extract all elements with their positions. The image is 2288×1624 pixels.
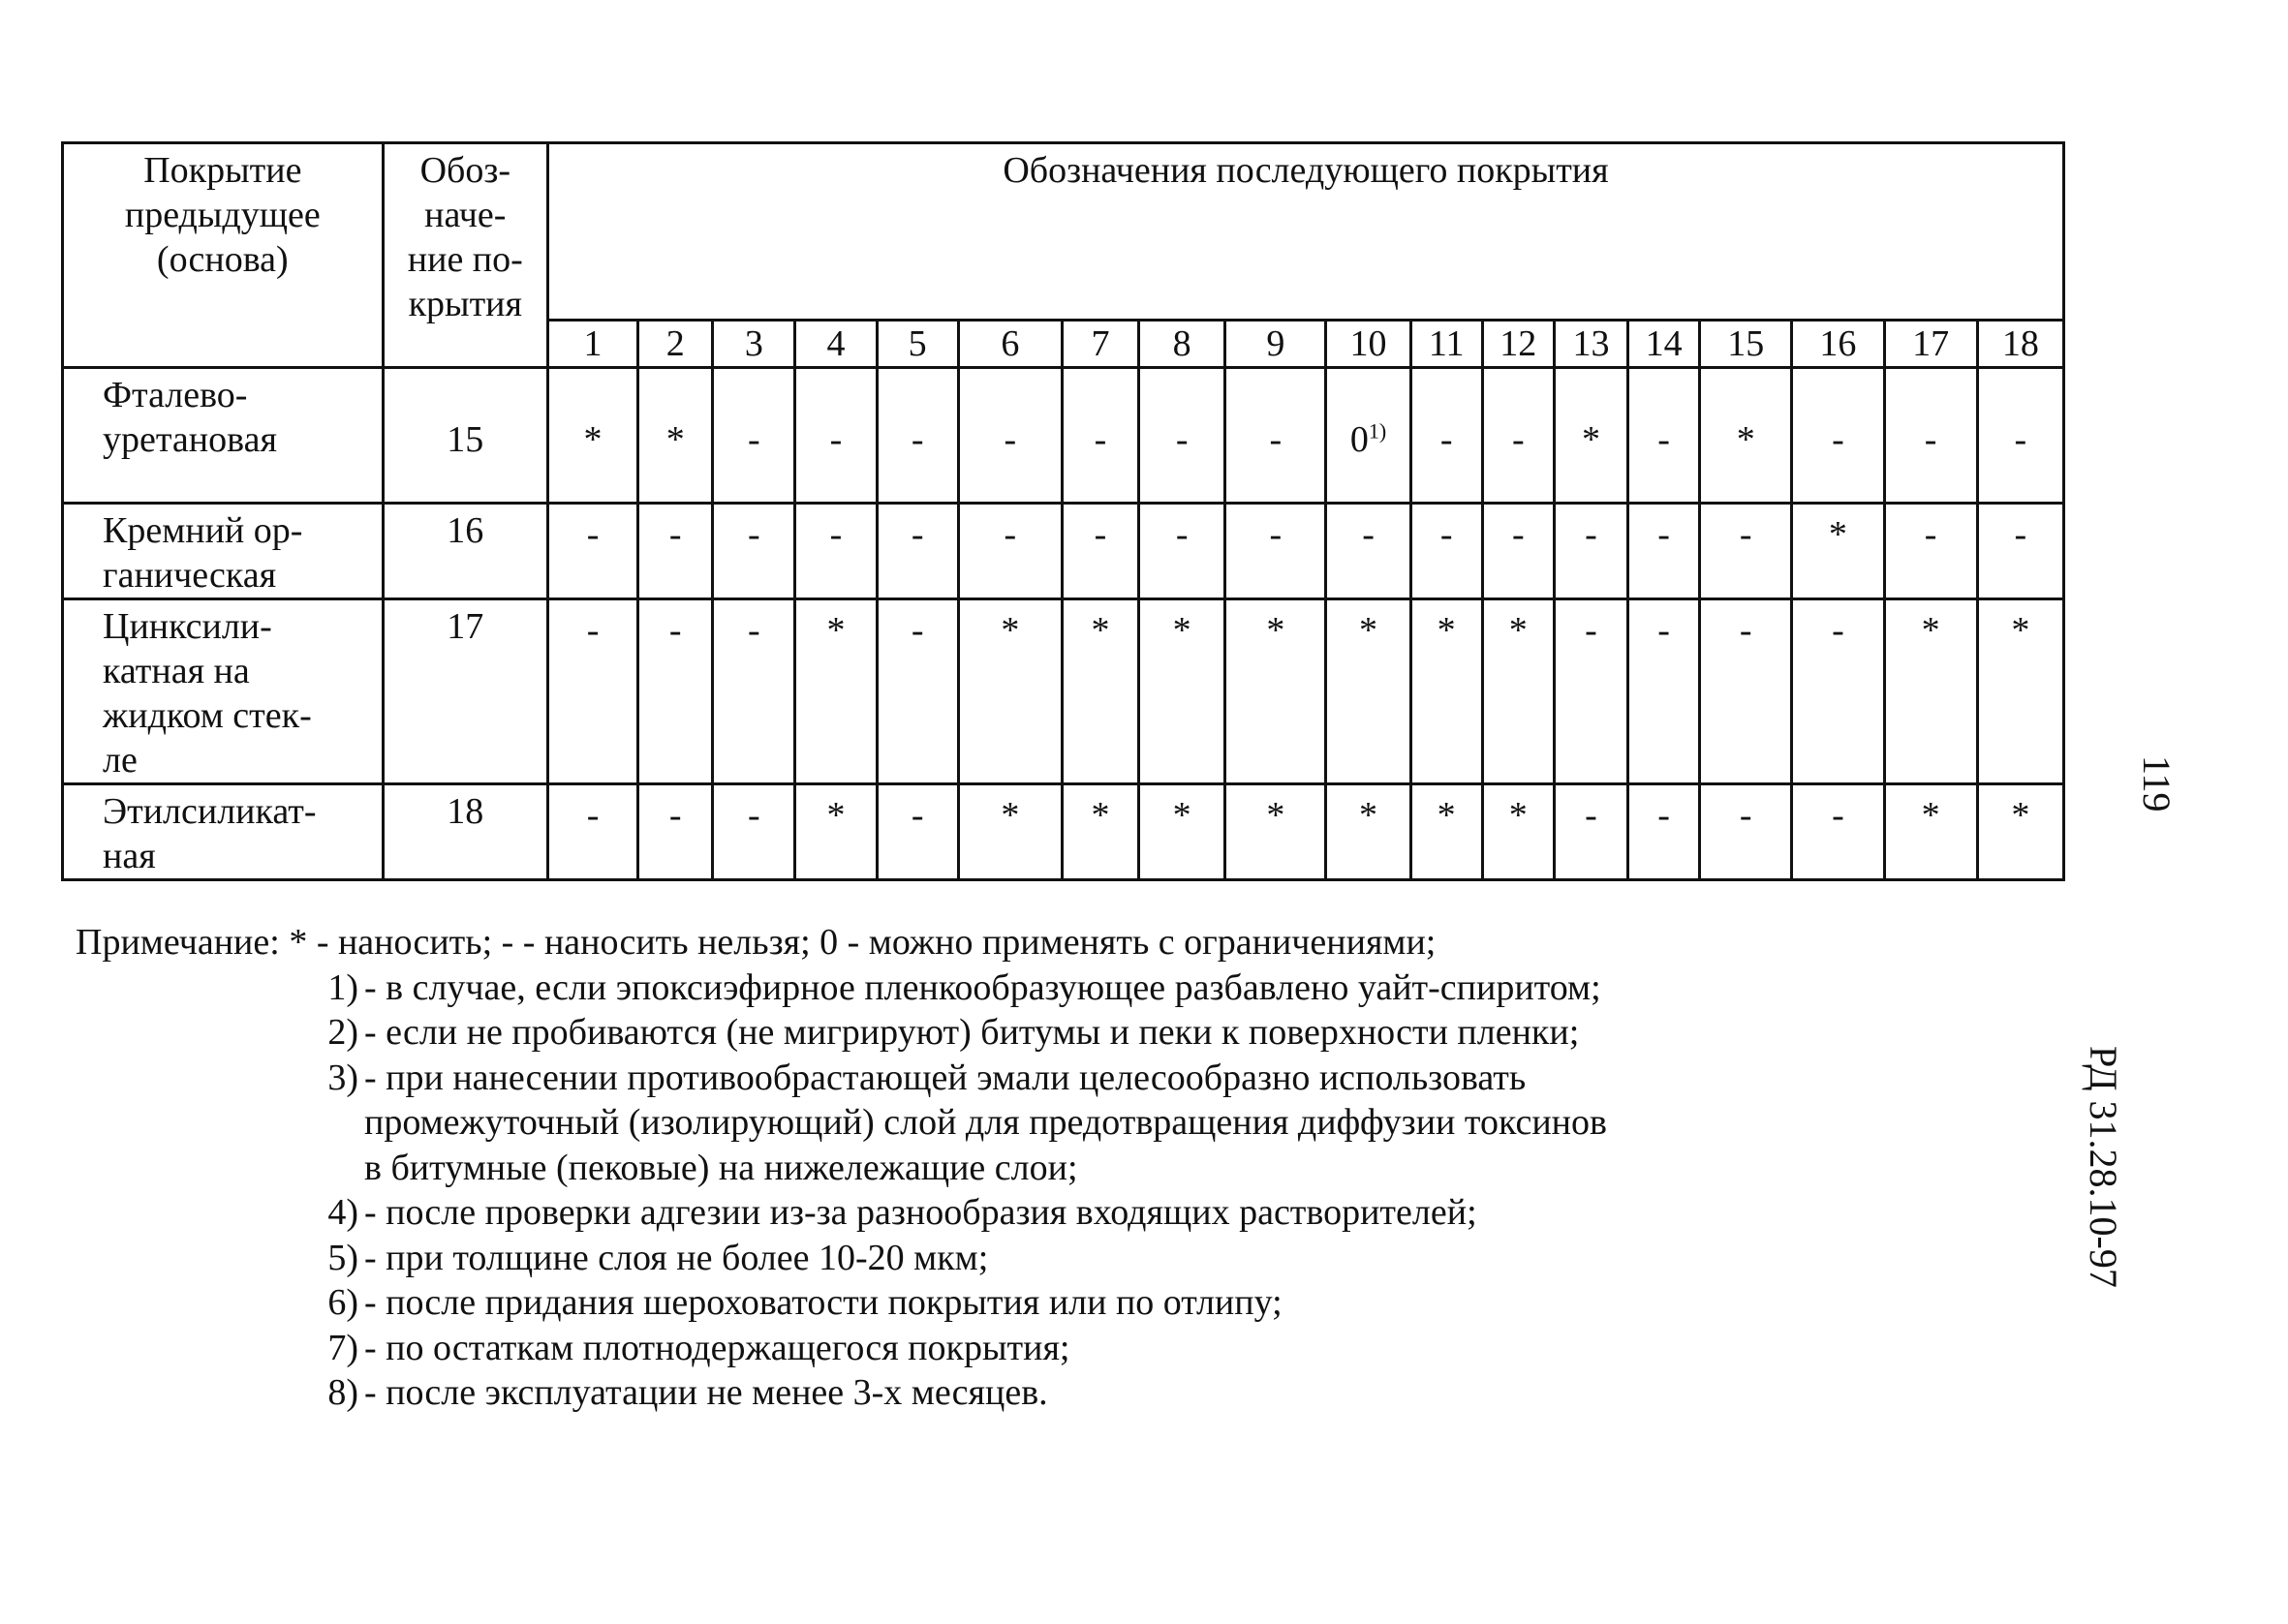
coating-name: Фталево- уретановая (63, 368, 384, 504)
column-number: 1 (547, 321, 637, 368)
cell-value: * (1828, 514, 1847, 555)
note-text: - после эксплуатации не менее 3-х месяцев. (364, 1372, 1048, 1413)
cell-value: * (1359, 610, 1378, 651)
table-row (63, 368, 2064, 504)
cell-value: * (826, 795, 846, 836)
compatibility-cell (795, 368, 877, 504)
cell-value: - (586, 795, 600, 836)
column-number: 8 (1139, 321, 1225, 368)
cell-value: * (1581, 418, 1600, 460)
cell-value: - (1585, 795, 1597, 836)
compatibility-cell (877, 504, 958, 599)
cell-value: - (668, 610, 682, 651)
notes-list (76, 965, 1868, 1416)
note-number: 3) (327, 1057, 358, 1098)
compatibility-cell (713, 504, 795, 599)
compatibility-cell (713, 599, 795, 784)
cell-value: - (1585, 514, 1597, 555)
compatibility-cell (1884, 504, 1977, 599)
header-designation: Обоз- наче- ние по- крытия (383, 143, 547, 368)
note-text: - если не пробиваются (не мигрируют) битумы и пеки к поверхности пленки; (364, 1012, 1580, 1053)
column-number: 12 (1482, 321, 1554, 368)
cell-value: * (1921, 795, 1940, 836)
cell-value: - (586, 610, 600, 651)
note-item (76, 965, 1868, 1011)
compatibility-cell (958, 368, 1062, 504)
cell-value: * (1437, 795, 1456, 836)
cell-value: * (1172, 795, 1191, 836)
column-number: 17 (1884, 321, 1977, 368)
cell-value: - (1511, 418, 1525, 460)
compatibility-cell (1700, 368, 1792, 504)
cell-value: - (911, 795, 924, 836)
cell-value: * (2011, 795, 2030, 836)
compatibility-cell (1410, 368, 1482, 504)
cell-value: - (2014, 418, 2027, 460)
cell-value: - (2014, 514, 2027, 555)
compatibility-cell (638, 599, 713, 784)
compatibility-cell (1977, 368, 2063, 504)
cell-value: - (1269, 418, 1283, 460)
cell-value: * (1001, 795, 1020, 836)
compatibility-cell (1884, 368, 1977, 504)
note-number: 8) (327, 1372, 358, 1413)
cell-value: * (1921, 610, 1940, 651)
cell-value: - (911, 610, 924, 651)
cell-value: - (1175, 418, 1189, 460)
compatibility-cell (1628, 784, 1700, 880)
compatibility-cell (1482, 599, 1554, 784)
page-number: 119 (2135, 755, 2179, 812)
note-item (76, 1280, 1868, 1326)
document-code: РД 31.28.10-97 (2082, 1046, 2125, 1288)
column-number: 11 (1410, 321, 1482, 368)
cell-value: - (1094, 514, 1107, 555)
compatibility-cell (1628, 368, 1700, 504)
compatibility-cell (1792, 599, 1884, 784)
compatibility-cell (877, 599, 958, 784)
cell-value: * (1091, 610, 1110, 651)
note-text: - после проверки адгезии из-за разнообразия входящих растворителей; (364, 1192, 1477, 1233)
coating-code: 16 (383, 504, 547, 599)
compatibility-cell (1977, 504, 2063, 599)
compatibility-cell (1410, 784, 1482, 880)
column-number: 5 (877, 321, 958, 368)
cell-value: * (1172, 610, 1191, 651)
column-number: 3 (713, 321, 795, 368)
compatibility-cell (1792, 784, 1884, 880)
cell-value: * (1437, 610, 1456, 651)
column-number: 7 (1062, 321, 1138, 368)
compatibility-cell (1554, 784, 1627, 880)
cell-value: - (829, 418, 843, 460)
note-text: - при нанесении противообрастающей эмали целесообразно использовать промежуточный (изолирующий) слой для предотвращения диффузии токсинов в битумные (пековые) на нижележащие слои; (364, 1057, 1607, 1188)
cell-value: * (1508, 795, 1528, 836)
cell-value: * (1266, 795, 1285, 836)
cell-value: - (1657, 514, 1670, 555)
footnote-ref: 1) (1368, 417, 1387, 443)
note-number: 1) (327, 966, 358, 1008)
note-number: 2) (327, 1012, 358, 1053)
cell-value: * (1266, 610, 1285, 651)
table-row (63, 784, 2064, 880)
compatibility-cell (1554, 504, 1627, 599)
compatibility-cell (1326, 784, 1410, 880)
note-item (76, 1370, 1868, 1416)
cell-value: - (1439, 418, 1453, 460)
cell-value: - (1175, 514, 1189, 555)
note-text: - при толщине слоя не более 10-20 мкм; (364, 1237, 989, 1278)
column-number: 14 (1628, 321, 1700, 368)
cell-value: - (748, 610, 760, 651)
cell-value: - (1739, 610, 1752, 651)
cell-value: - (1004, 418, 1017, 460)
cell-value: - (911, 514, 924, 555)
notes-header: Примечание: * - наносить; - - наносить нельзя; 0 - можно применять с ограничениями; (76, 922, 1437, 963)
compatibility-cell (1700, 784, 1792, 880)
coating-name: Цинксили- катная на жидком стек- ле (63, 599, 384, 784)
note-item (76, 1326, 1868, 1371)
compatibility-cell (958, 599, 1062, 784)
compatibility-cell (1482, 784, 1554, 880)
compatibility-cell (1139, 784, 1225, 880)
compatibility-cell (1482, 368, 1554, 504)
compatibility-cell (1326, 504, 1410, 599)
compatibility-cell (1062, 504, 1138, 599)
note-text: - по остаткам плотнодержащегося покрытия; (364, 1327, 1070, 1368)
compatibility-cell (795, 599, 877, 784)
cell-value: - (1362, 514, 1375, 555)
cell-value: - (1585, 610, 1597, 651)
compatibility-cell (1792, 504, 1884, 599)
compatibility-cell (877, 784, 958, 880)
compatibility-cell (1139, 504, 1225, 599)
notes-section (76, 920, 1868, 1416)
column-number: 13 (1554, 321, 1627, 368)
cell-value: - (1511, 514, 1525, 555)
column-number: 2 (638, 321, 713, 368)
compatibility-cell (713, 368, 795, 504)
cell-value: * (1359, 795, 1378, 836)
compatibility-cell (547, 599, 637, 784)
compatibility-cell (1326, 599, 1410, 784)
note-text: - после придания шероховатости покрытия или по отлипу; (364, 1282, 1283, 1323)
compatibility-cell (638, 784, 713, 880)
cell-value: - (1832, 795, 1844, 836)
cell-value: - (586, 514, 600, 555)
compatibility-cell (1062, 599, 1138, 784)
cell-value: * (1091, 795, 1110, 836)
cell-value: - (1094, 418, 1107, 460)
compatibility-cell (795, 784, 877, 880)
compatibility-cell (1977, 599, 2063, 784)
compatibility-cell (1554, 599, 1627, 784)
cell-value: - (1832, 610, 1844, 651)
compatibility-cell (1628, 504, 1700, 599)
cell-value: - (1657, 418, 1670, 460)
cell-value: - (1832, 418, 1844, 460)
cell-value: 0 (1349, 418, 1369, 460)
note-number: 7) (327, 1327, 358, 1368)
note-item (76, 1056, 1868, 1191)
compatibility-cell (1700, 504, 1792, 599)
compatibility-cell (795, 504, 877, 599)
cell-value: - (1739, 795, 1752, 836)
compatibility-cell (1139, 599, 1225, 784)
cell-value: - (748, 514, 760, 555)
cell-value: - (911, 418, 924, 460)
note-item (76, 1236, 1868, 1281)
compatibility-cell (1482, 504, 1554, 599)
header-next-coating: Обозначения последующего покрытия (547, 143, 2063, 321)
compatibility-cell (1977, 784, 2063, 880)
compatibility-cell (1062, 368, 1138, 504)
column-number: 15 (1700, 321, 1792, 368)
coating-name: Кремний ор- ганическая (63, 504, 384, 599)
compatibility-cell (1225, 599, 1326, 784)
compatibility-cell (1225, 784, 1326, 880)
compatibility-cell (877, 368, 958, 504)
compatibility-cell (547, 368, 637, 504)
coating-code: 17 (383, 599, 547, 784)
compatibility-cell (958, 504, 1062, 599)
note-item (76, 1010, 1868, 1056)
compatibility-cell (638, 368, 713, 504)
column-number: 16 (1792, 321, 1884, 368)
cell-value: - (1439, 514, 1453, 555)
column-number: 10 (1326, 321, 1410, 368)
compatibility-cell (1139, 368, 1225, 504)
note-item (76, 1190, 1868, 1236)
column-number: 4 (795, 321, 877, 368)
cell-value: - (1739, 514, 1752, 555)
compatibility-cell (547, 504, 637, 599)
cell-value: - (668, 795, 682, 836)
compatibility-cell (1410, 504, 1482, 599)
compatibility-cell (1554, 368, 1627, 504)
cell-value: - (1924, 418, 1937, 460)
cell-value: * (1736, 418, 1755, 460)
cell-value: - (748, 795, 760, 836)
coating-code: 18 (383, 784, 547, 880)
header-prev-coating: Покрытие предыдущее (основа) (63, 143, 384, 368)
cell-value: * (1001, 610, 1020, 651)
cell-value: * (665, 418, 685, 460)
table-row (63, 599, 2064, 784)
compatibility-cell (638, 504, 713, 599)
column-number: 18 (1977, 321, 2063, 368)
cell-value: * (2011, 610, 2030, 651)
compatibility-cell (1062, 784, 1138, 880)
compatibility-cell (1628, 599, 1700, 784)
cell-value: * (826, 610, 846, 651)
note-number: 6) (327, 1282, 358, 1323)
compatibility-cell (958, 784, 1062, 880)
compatibility-cell (1700, 599, 1792, 784)
compatibility-table (61, 141, 2065, 881)
cell-value: * (583, 418, 603, 460)
cell-value: - (829, 514, 843, 555)
compatibility-cell (1225, 504, 1326, 599)
cell-value: - (1657, 795, 1670, 836)
note-number: 4) (327, 1192, 358, 1233)
compatibility-cell (1326, 368, 1410, 504)
column-number: 9 (1225, 321, 1326, 368)
table-row (63, 504, 2064, 599)
compatibility-cell (1225, 368, 1326, 504)
note-text: - в случае, если эпоксиэфирное пленкообразующее разбавлено уайт-спиритом; (364, 966, 1601, 1008)
compatibility-cell (1884, 784, 1977, 880)
note-number: 5) (327, 1237, 358, 1278)
cell-value: * (1508, 610, 1528, 651)
compatibility-cell (1410, 599, 1482, 784)
coating-name: Этилсиликат- ная (63, 784, 384, 880)
compatibility-cell (1792, 368, 1884, 504)
cell-value: - (1269, 514, 1283, 555)
cell-value: - (668, 514, 682, 555)
cell-value: - (1924, 514, 1937, 555)
column-number: 6 (958, 321, 1062, 368)
compatibility-cell (1884, 599, 1977, 784)
compatibility-cell (547, 784, 637, 880)
cell-value: - (748, 418, 760, 460)
coating-code: 15 (383, 368, 547, 504)
compatibility-cell (713, 784, 795, 880)
cell-value: - (1004, 514, 1017, 555)
cell-value: - (1657, 610, 1670, 651)
